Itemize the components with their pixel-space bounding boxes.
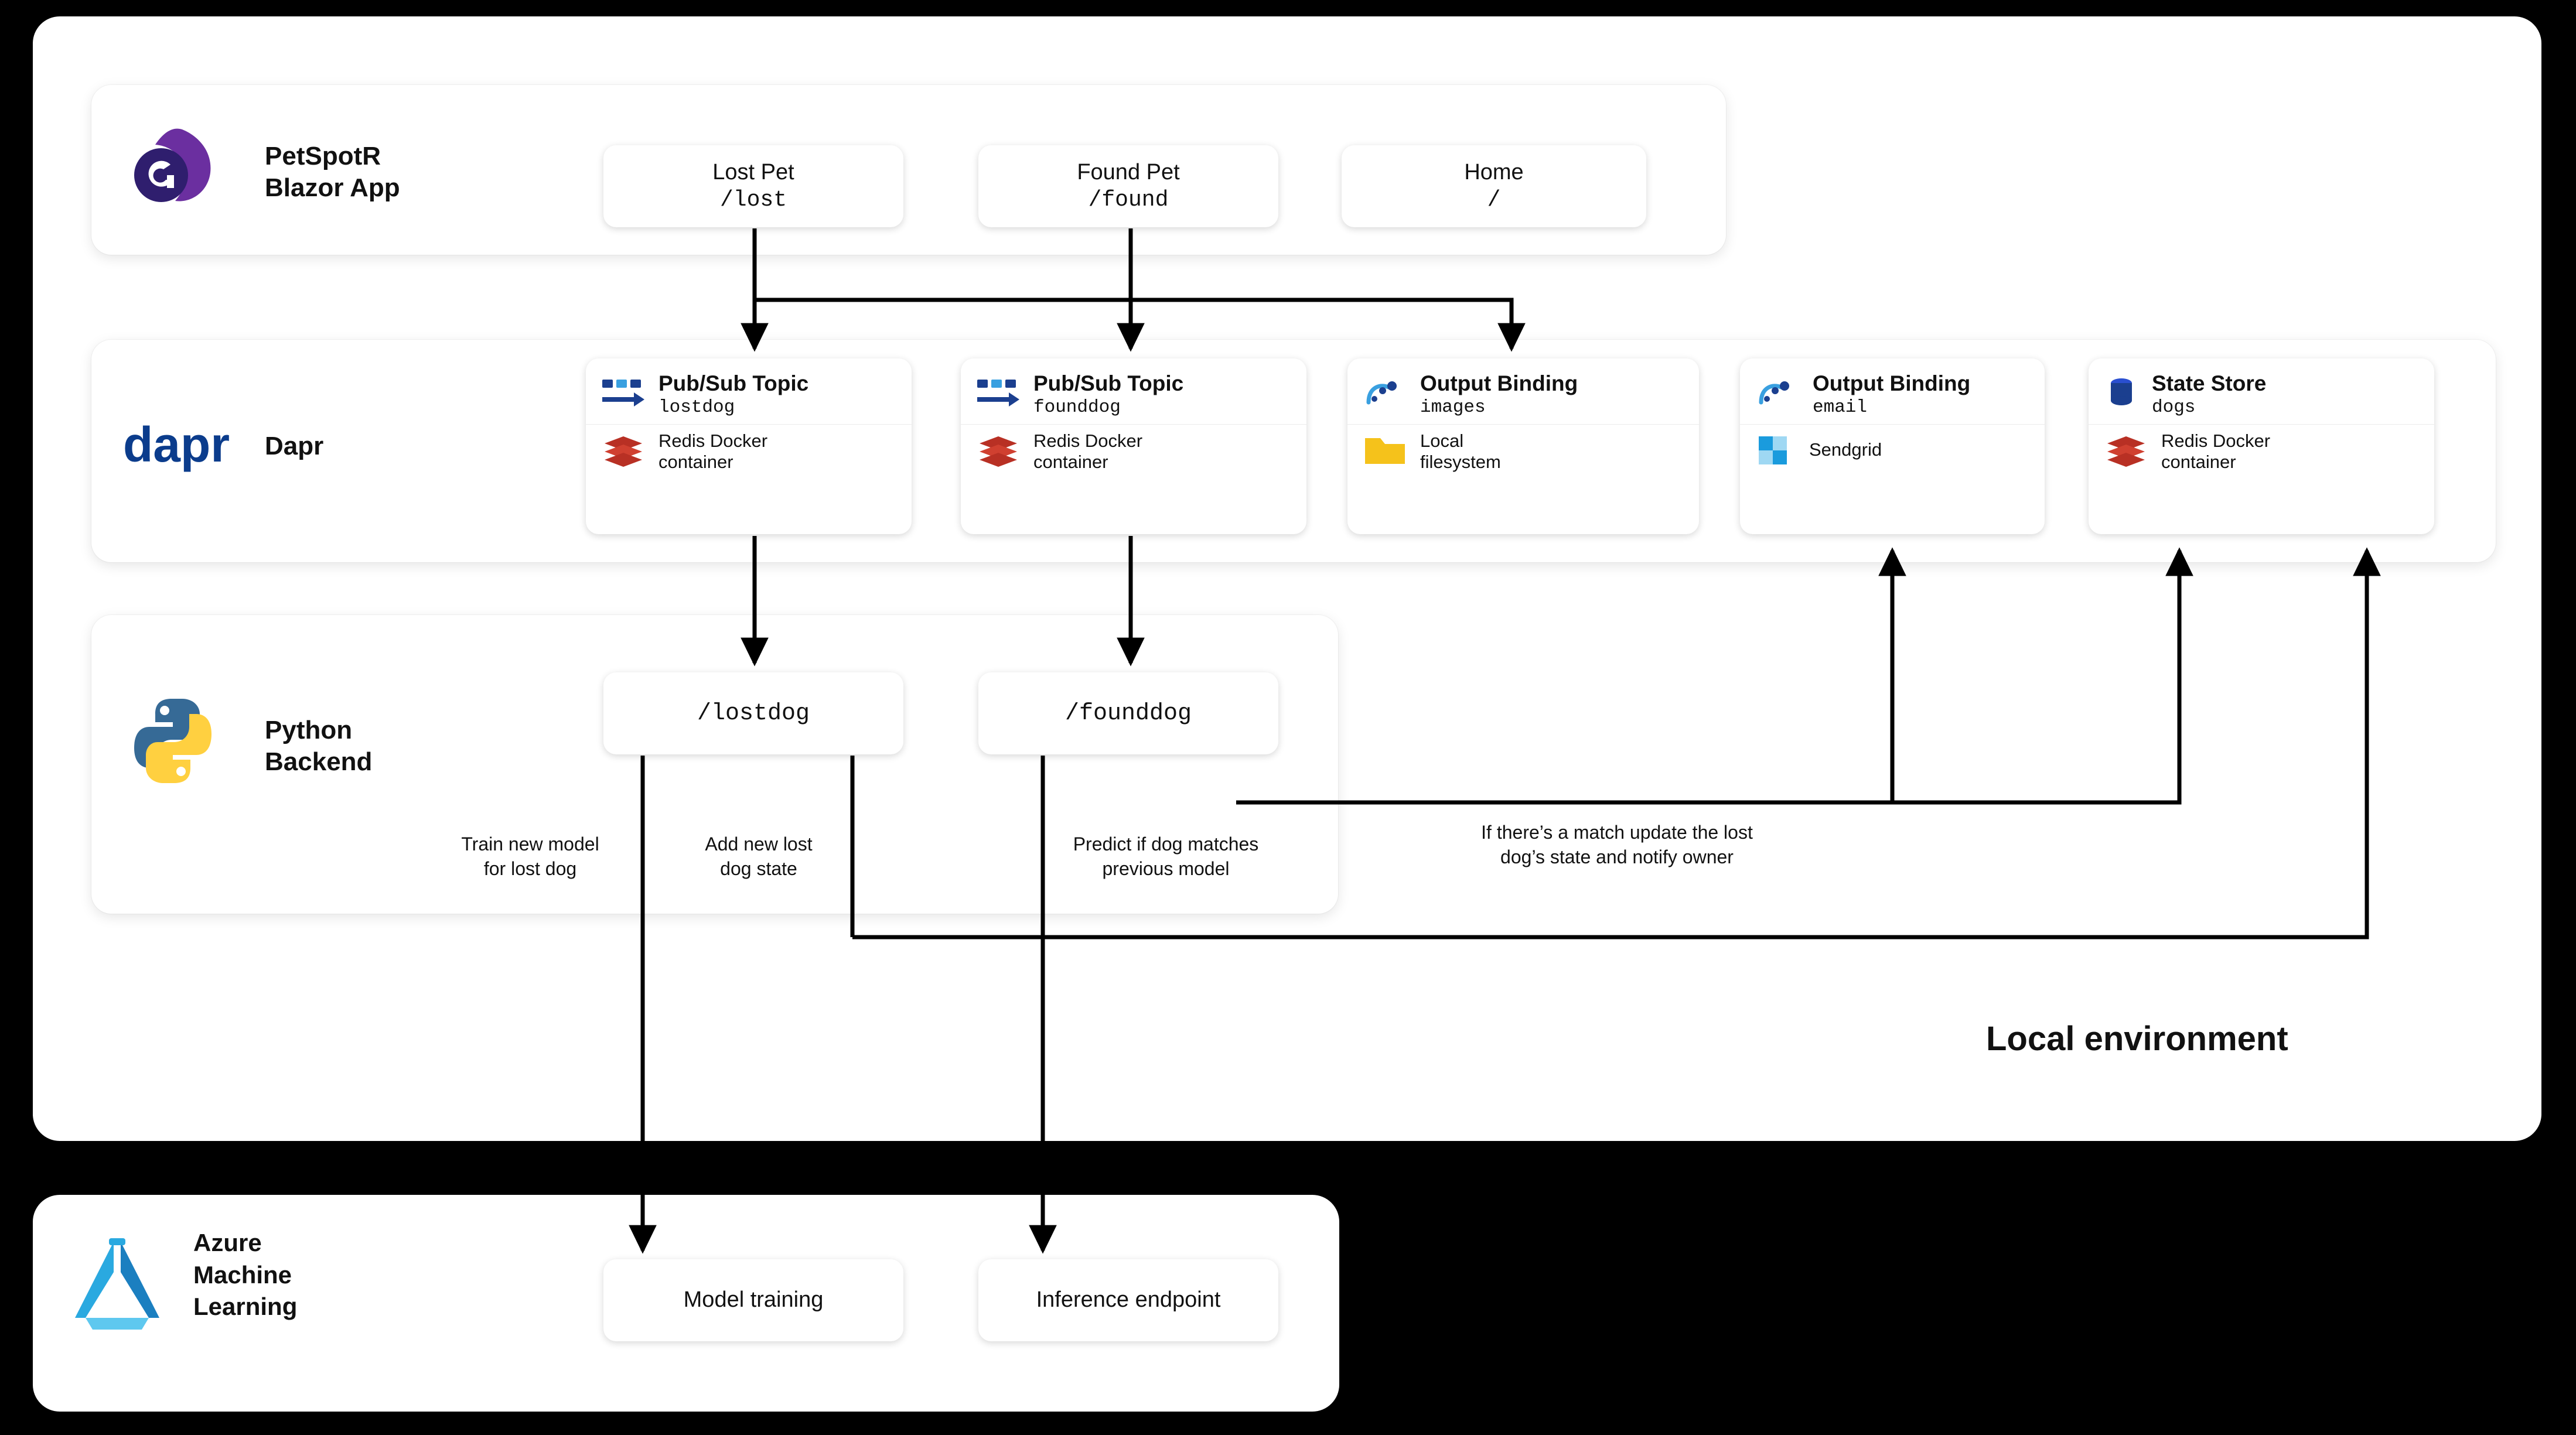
redis-icon <box>2104 432 2148 472</box>
blazor-page-lost-pet[interactable] <box>603 145 903 227</box>
state-store-subtitle: dogs <box>2152 397 2196 418</box>
python-endpoint-lostdog[interactable] <box>603 672 903 754</box>
binding-email-subtitle: email <box>1813 397 1868 418</box>
found-pet-name: Found Pet <box>1077 159 1180 184</box>
local-environment-label: Local environment <box>1986 1020 2288 1058</box>
lostdog-route: /lostdog <box>697 700 810 727</box>
model-training-name: Model training <box>683 1287 824 1313</box>
state-store-title: State Store <box>2152 371 2267 395</box>
binding-images-title: Output Binding <box>1420 371 1578 395</box>
python-logo-icon <box>126 694 220 791</box>
found-pet-route: /found <box>1088 187 1169 213</box>
binding-email-backing-label: Sendgrid <box>1809 439 1882 460</box>
annotation-predict-match: Predict if dog matches previous model <box>1073 833 1259 880</box>
binding-icon <box>1755 375 1800 414</box>
sendgrid-icon <box>1755 430 1796 470</box>
azure-ml-logo-icon <box>70 1236 164 1338</box>
pubsub-founddog-backing-label: Redis Docker container <box>1033 430 1143 473</box>
dapr-at-logo-icon <box>126 126 220 211</box>
dapr-component-pubsub-founddog[interactable] <box>961 358 1306 534</box>
dapr-logo-icon <box>123 416 234 483</box>
redis-icon <box>601 432 646 472</box>
annotation-train-new-model: Train new model for lost dog <box>461 833 599 880</box>
pubsub-lostdog-title: Pub/Sub Topic <box>658 371 809 395</box>
dapr-component-output-binding-images[interactable] <box>1347 358 1699 534</box>
pubsub-icon <box>601 377 646 412</box>
pubsub-icon <box>976 377 1021 412</box>
blazor-page-home[interactable] <box>1342 145 1646 227</box>
dapr-component-state-store-dogs[interactable] <box>2089 358 2434 534</box>
pubsub-founddog-title: Pub/Sub Topic <box>1033 371 1184 395</box>
aml-service-model-training[interactable] <box>603 1259 903 1341</box>
binding-images-backing-label: Local filesystem <box>1420 430 1501 473</box>
state-store-backing-label: Redis Docker container <box>2161 430 2271 473</box>
binding-images-subtitle: images <box>1420 397 1486 418</box>
dapr-component-pubsub-lostdog[interactable] <box>586 358 912 534</box>
inference-endpoint-name: Inference endpoint <box>1036 1287 1221 1313</box>
blazor-app-row-label: PetSpotR Blazor App <box>265 142 400 202</box>
svg-text:dapr: dapr <box>123 417 230 472</box>
redis-icon <box>976 432 1021 472</box>
python-backend-row-label: Python Backend <box>265 716 373 776</box>
lost-pet-name: Lost Pet <box>712 159 794 184</box>
dapr-component-output-binding-email[interactable] <box>1740 358 2045 534</box>
python-endpoint-founddog[interactable] <box>978 672 1278 754</box>
aml-service-inference-endpoint[interactable] <box>978 1259 1278 1341</box>
founddog-route: /founddog <box>1064 700 1192 727</box>
pubsub-founddog-subtitle: founddog <box>1033 397 1121 418</box>
statestore-icon <box>2104 375 2139 414</box>
azure-ml-row-label: Azure Machine Learning <box>193 1229 298 1321</box>
pubsub-lostdog-subtitle: lostdog <box>658 397 735 418</box>
annotation-match-update: If there’s a match update the lost dog’s state and notify owner <box>1481 822 1753 868</box>
lost-pet-route: /lost <box>719 187 787 213</box>
dapr-row-label: Dapr <box>265 432 324 460</box>
folder-icon <box>1363 432 1407 472</box>
pubsub-lostdog-backing-label: Redis Docker container <box>658 430 768 473</box>
binding-icon <box>1363 375 1407 414</box>
blazor-page-found-pet[interactable] <box>978 145 1278 227</box>
annotation-add-new-state: Add new lost dog state <box>705 833 813 880</box>
home-route: / <box>1487 187 1501 213</box>
binding-email-title: Output Binding <box>1813 371 1971 395</box>
home-name: Home <box>1464 159 1524 184</box>
